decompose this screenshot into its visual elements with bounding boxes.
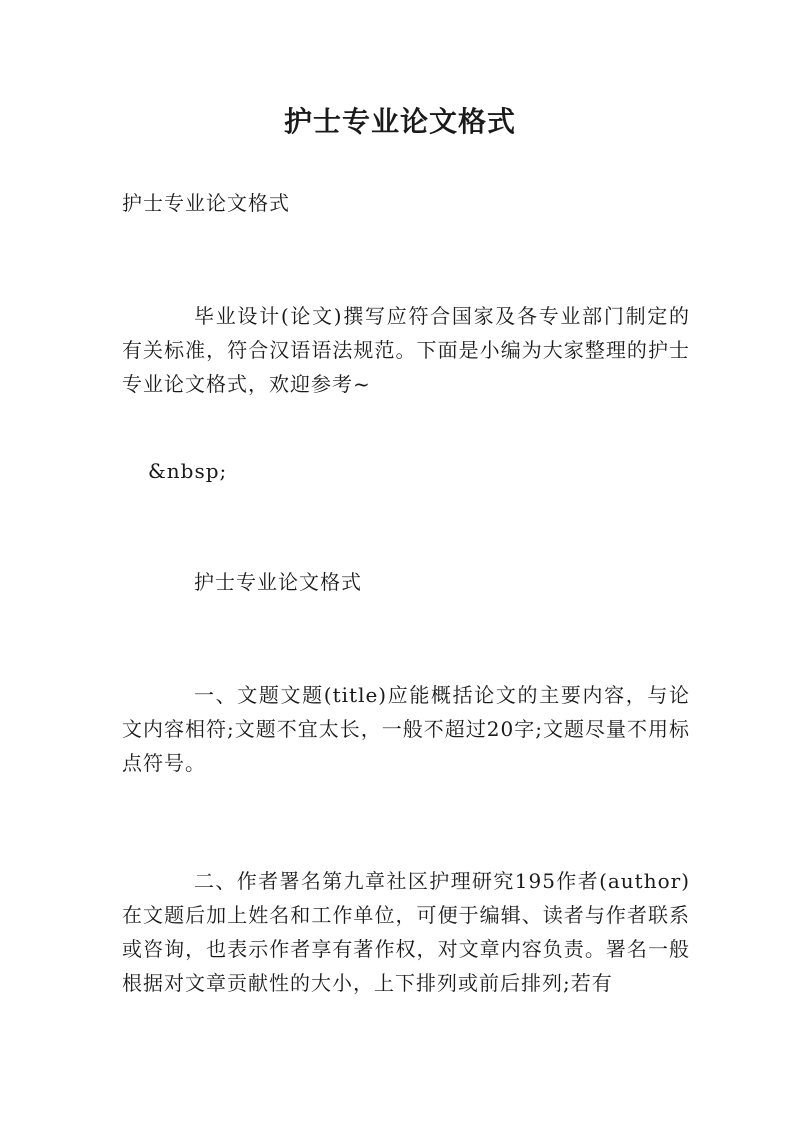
section-heading: 护士专业论文格式 xyxy=(194,570,362,594)
document-subtitle: 护士专业论文格式 xyxy=(122,191,290,215)
section-one-paragraph: 一、文题文题(title)应能概括论文的主要内容，与论文内容相符;文题不宜太长，一般不超过20字;文题尽量不用标点符号。 xyxy=(122,683,690,775)
nbsp-line: &nbsp; xyxy=(148,459,228,483)
document-title: 护士专业论文格式 xyxy=(283,105,516,138)
section-two-paragraph: 二、作者署名第九章社区护理研究195作者(author)在文题后加上姓名和工作单位，可便于编辑、读者与作者联系或咨询，也表示作者享有著作权，对文章内容负责。署名一般根据对文章贡献性的大小，上下排列或前后排列;若有 xyxy=(122,869,690,995)
intro-paragraph: 毕业设计(论文)撰写应符合国家及各专业部门制定的有关标准，符合汉语语法规范。下面是小编为大家整理的护士专业论文格式，欢迎参考~ xyxy=(122,304,690,396)
